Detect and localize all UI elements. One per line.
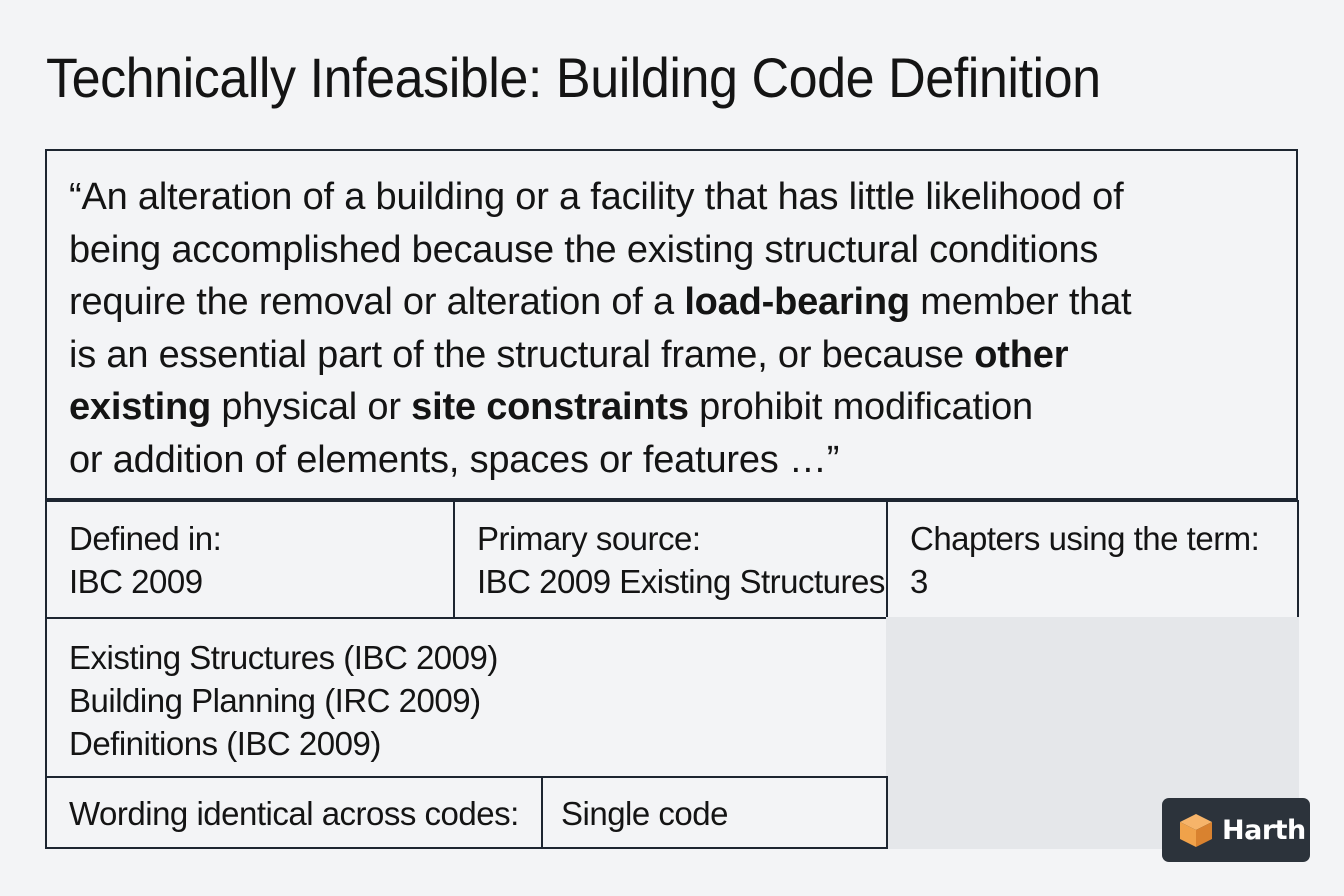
definition-text: or addition of elements, spaces or features …” (69, 438, 840, 481)
primary-source-label: Primary source: (477, 520, 701, 557)
primary-source-value: IBC 2009 Existing Structures (477, 563, 885, 600)
chapters-label: Chapters using the term: (910, 520, 1260, 557)
primary-source-cell (453, 500, 888, 619)
chapters-value: 3 (910, 563, 928, 600)
defined-in-value: IBC 2009 (69, 563, 203, 600)
definition-box (45, 149, 1298, 500)
logo-text: Harth (1222, 814, 1306, 846)
chapters-cell (886, 500, 1299, 619)
defined-in-label: Defined in: (69, 520, 222, 557)
definition-text: require the removal or alteration of a (69, 281, 685, 323)
defined-in-cell (45, 500, 455, 619)
chapter-list-item: Building Planning (IRC 2009) (69, 682, 481, 719)
wording-label: Wording identical across codes: (69, 795, 519, 832)
definition-text: prohibit modification (688, 386, 1033, 428)
definition-emphasis: existing (69, 386, 211, 428)
definition-text: member that (909, 281, 1132, 323)
wording-value: Single code (561, 795, 728, 832)
harth-logo-icon (1176, 810, 1216, 850)
chapter-list-item: Definitions (IBC 2009) (69, 725, 381, 762)
definition-text: physical or (211, 386, 412, 428)
page-title: Technically Infeasible: Building Code Definition (46, 46, 1101, 109)
harth-logo (1162, 798, 1310, 862)
wording-label-cell (45, 776, 543, 849)
definition-emphasis: site constraints (411, 386, 689, 428)
definition-emphasis: load-bearing (684, 281, 910, 323)
chapter-list-item: Existing Structures (IBC 2009) (69, 639, 498, 676)
definition-text: being accomplished because the existing structural conditions (69, 228, 1099, 271)
definition-quote (69, 171, 1131, 486)
chapter-list-cell (45, 617, 888, 778)
wording-value-cell (541, 776, 888, 849)
definition-text: “An alteration of a building or a facility that has little likelihood of (69, 176, 1124, 218)
definition-emphasis: other (974, 333, 1069, 376)
definition-text: is an essential part of the structural frame, or because (69, 333, 975, 376)
